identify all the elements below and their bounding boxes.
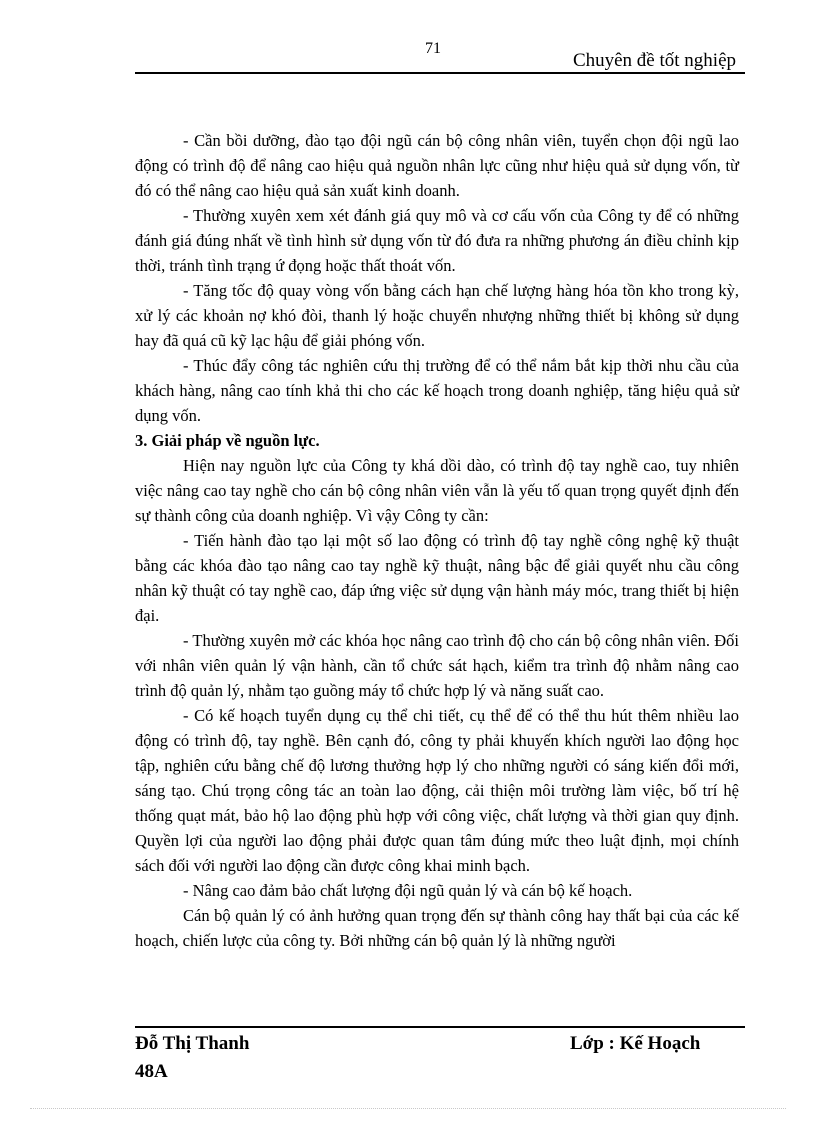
paragraph: - Tiến hành đào tạo lại một số lao động có trình độ tay nghề công nghệ kỹ thuật bằng các khóa đào tạo nâng cao tay nghề kỹ thuật, nâng bậc để giải quyết nhu cầu công nhân kỹ thuật có tay nghề cao, đáp ứng việc sử dụng vận hành máy móc, trang thiết bị hiện đại. xyxy=(135,531,739,625)
footer-class-label: Lớp : Kế Hoạch xyxy=(570,1033,701,1054)
page-number: 71 xyxy=(425,40,441,57)
header-divider xyxy=(135,72,745,74)
paragraph: Hiện nay nguồn lực của Công ty khá dồi dào, có trình độ tay nghề cao, tuy nhiên việc nâng cao tay nghề cho cán bộ công nhân viên vẫn là yếu tố quan trọng quyết định đến sự thành công của doanh nghiệp. Vì vậy Công ty cần: xyxy=(135,456,739,525)
paragraph: Cán bộ quản lý có ảnh hưởng quan trọng đến sự thành công hay thất bại của các kế hoạch, chiến lược của công ty. Bởi những cán bộ quản lý là những người xyxy=(135,906,739,950)
section-heading: 3. Giải pháp về nguồn lực. xyxy=(135,431,320,450)
author-class-code: 48A xyxy=(135,1061,168,1082)
paragraph: - Có kế hoạch tuyển dụng cụ thể chi tiết, cụ thể để có thể thu hút thêm nhiều lao động có trình độ, tay nghề. Bên cạnh đó, công ty phải khuyến khích người lao động học tập, nghiên cứu bằng chế độ lương thưởng hợp lý cho những người có sáng kiến đổi mới, sáng tạo. Chú trọng công tác an toàn lao động, cải thiện môi trường làm việc, bố trí hệ thống quạt mát, bảo hộ lao động phù hợp với công việc, chất lượng và thời gian quy định. Quyền lợi của người lao động phải được quan tâm đúng mức theo luật định, mọi chính sách đối với người lao động cần được công khai minh bạch. xyxy=(135,706,739,875)
page-bottom-border xyxy=(30,1108,786,1109)
paragraph: - Tăng tốc độ quay vòng vốn bằng cách hạn chế lượng hàng hóa tồn kho trong kỳ, xử lý các khoản nợ khó đòi, thanh lý hoặc chuyển nhượng những thiết bị không sử dụng hay đã quá cũ kỹ lạc hậu để giải phóng vốn. xyxy=(135,281,739,350)
paragraph: - Nâng cao đảm bảo chất lượng đội ngũ quản lý và cán bộ kế hoạch. xyxy=(183,881,633,900)
paragraph: - Cần bồi dưỡng, đào tạo đội ngũ cán bộ công nhân viên, tuyển chọn đội ngũ lao động có trình độ để nâng cao hiệu quả nguồn nhân lực cũng như hiệu quả sử dụng vốn, từ đó có thể nâng cao hiệu quả sản xuất kinh doanh. xyxy=(135,131,739,200)
footer-divider xyxy=(135,1026,745,1028)
footer-author xyxy=(135,1030,249,1086)
paragraph: - Thường xuyên xem xét đánh giá quy mô và cơ cấu vốn của Công ty để có những đánh giá đúng nhất về tình hình sử dụng vốn từ đó đưa ra những phương án điều chỉnh kịp thời, tránh tình trạng ứ đọng hoặc thất thoát vốn. xyxy=(135,206,739,275)
paragraph: - Thường xuyên mở các khóa học nâng cao trình độ cho cán bộ công nhân viên. Đối với nhân viên quản lý vận hành, cần tổ chức sát hạch, kiểm tra trình độ nhằm nâng cao trình độ quản lý, nhằm tạo guồng máy tổ chức hợp lý và năng suất cao. xyxy=(135,631,739,700)
paragraph: - Thúc đẩy công tác nghiên cứu thị trường để có thể nắm bắt kịp thời nhu cầu của khách hàng, nâng cao tính khả thi cho các kế hoạch trong doanh nghiệp, tăng hiệu quả sử dụng vốn. xyxy=(135,356,739,425)
document-body xyxy=(135,128,739,953)
author-name: Đỗ Thị Thanh xyxy=(135,1033,250,1054)
document-header-title: Chuyên đề tốt nghiệp xyxy=(572,50,736,71)
